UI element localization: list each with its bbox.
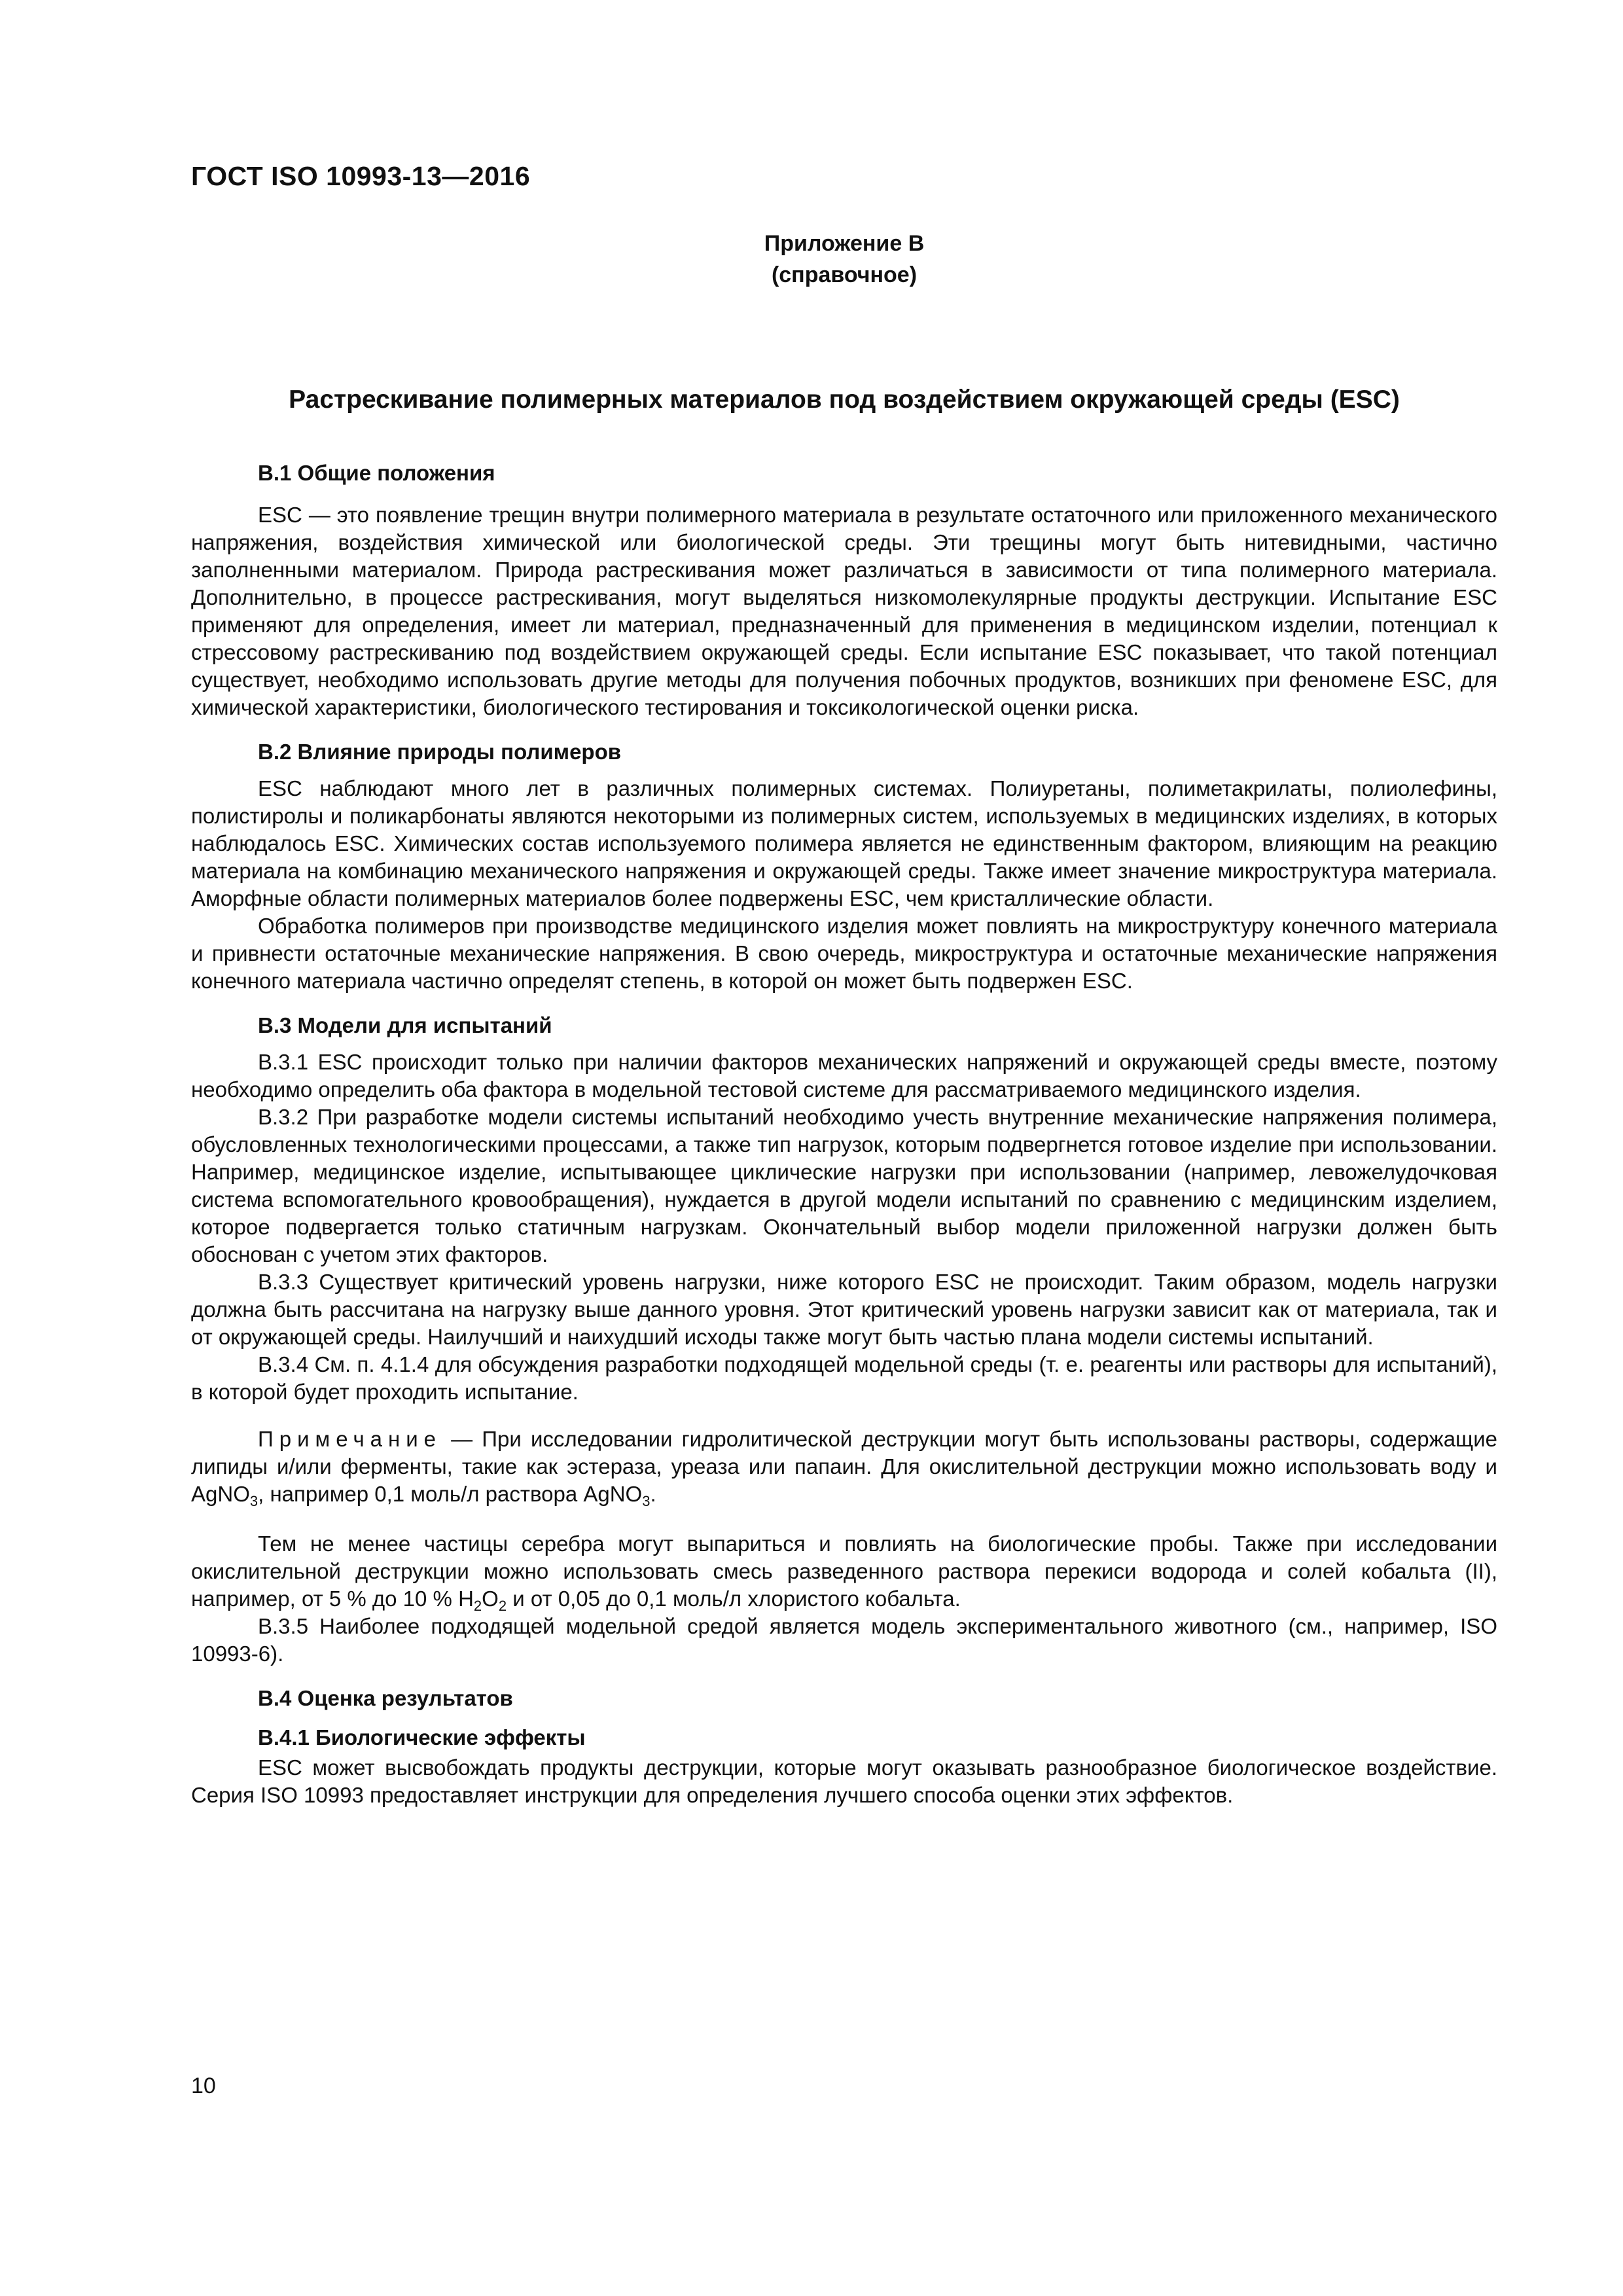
paragraph-b3-3: В.3.3 Существует критический уровень нагрузки, ниже которого ESC не происходит. Таким образом, модель нагрузки должна быть рассчитана на нагрузку выше данного уровня. Этот критический уровень нагрузки зависит как от материала, так и от окружающей среды. Наилучший и наихудший исходы также могут быть частью плана модели системы испытаний.: [191, 1270, 1497, 1349]
section-heading-b4: В.4 Оценка результатов: [258, 1686, 513, 1710]
annex-heading: [191, 228, 1497, 291]
note-text: .: [650, 1482, 656, 1506]
annex-type: (справочное): [771, 262, 918, 287]
subsection-heading-b4-1: В.4.1 Биологические эффекты: [258, 1725, 586, 1749]
section-heading-b1: В.1 Общие положения: [258, 461, 495, 485]
note-text: , например 0,1 моль/л раствора AgNO: [258, 1482, 643, 1506]
paragraph: ESC может высвобождать продукты деструкции, которые могут оказывать разнообразное биологическое воздействие. Серия ISO 10993 предоставляет инструкции для определения лучшего способа оценки этих эффектов.: [191, 1755, 1497, 1807]
subscript: 2: [473, 1598, 482, 1614]
annex-label: Приложение В: [764, 231, 925, 256]
paragraph: Обработка полимеров при производстве медицинского изделия может повлиять на микроструктуру конечного материала и привнести остаточные механические напряжения. В свою очередь, микроструктура и остаточные механические напряжения конечного материала частично определят степень, в которой он может быть подвержен ESC.: [191, 914, 1497, 993]
note-text: — При исследовании гидролитической деструкции могут быть использованы растворы, содержащие липиды и/или ферменты, такие как эстераза, уреаза или папаин. Для окислительной деструкции можно использовать воду и AgNO: [191, 1427, 1497, 1506]
paragraph: ESC наблюдают много лет в различных полимерных системах. Полиуретаны, полиметакрилаты, полиолефины, полистиролы и поликарбонаты являются некоторыми из полимерных систем, используемых в медицинских изделиях, в которых наблюдалось ESC. Химических состав используемого полимера является не единственным фактором, влияющим на реакцию материала на комбинацию механического напряжения и окружающей среды. Также имеет значение микроструктура материала. Аморфные области полимерных материалов более подвержены ESC, чем кристаллические области.: [191, 776, 1497, 910]
paragraph-b3-2: В.3.2 При разработке модели системы испытаний необходимо учесть внутренние механические напряжения полимера, обусловленных технологическими процессами, а также тип нагрузок, которым подвергнется готовое изделие при использовании. Например, медицинское изделие, испытывающее циклические нагрузки при использовании (например, левожелудочковая система вспомогательного кровообращения), нуждается в другой модели испытаний по сравнению с медицинским изделием, которое подвергается только статичным нагрузкам. Окончательный выбор модели приложенной нагрузки должен быть обоснован с учетом этих факторов.: [191, 1105, 1497, 1266]
section-heading-b2: В.2 Влияние природы полимеров: [258, 740, 622, 764]
paragraph-text: Тем не менее частицы серебра могут выпариться и повлиять на биологические пробы. Также при исследовании окислительной деструкции можно использовать смесь разведенного раствора перекиси водорода и солей кобальта (II), например, от 5 % до 10 % H: [191, 1532, 1497, 1611]
paragraph-b3-4: В.3.4 См. п. 4.1.4 для обсуждения разработки подходящей модельной среды (т. е. реагенты или растворы для испытаний), в которой будет проходить испытание.: [191, 1352, 1497, 1404]
document-body: [191, 456, 1497, 1809]
note: [191, 1426, 1497, 1508]
subscript: 3: [642, 1493, 651, 1509]
paragraph-silver: [191, 1530, 1497, 1613]
paragraph-text: O: [482, 1587, 499, 1611]
subscript: 3: [249, 1493, 259, 1509]
paragraph: ESC — это появление трещин внутри полимерного материала в результате остаточного или приложенного механического напряжения, воздействия химической или биологической среды. Эти трещины могут быть нитевидными, частично заполненными материалом. Природа растрескивания может различаться в зависимости от типа полимерного материала. Дополнительно, в процессе растрескивания, могут выделяться низкомолекулярные продукты деструкции. Испытание ESC применяют для определения, имеет ли материал, предназначенный для применения в медицинском изделии, потенциал к стрессовому растрескиванию под воздействием окружающей среды. Если испытание ESC показывает, что такой потенциал существует, необходимо использовать другие методы для получения побочных продуктов, возникших при феномене ESC, для химической характеристики, биологического тестирования и токсикологической оценки риска.: [191, 503, 1497, 719]
annex-title: Растрескивание полимерных материалов под воздействием окружающей среды (ESC): [289, 386, 1400, 414]
paragraph-b3-5: В.3.5 Наиболее подходящей модельной средой является модель экспериментального животного (см., например, ISO 10993-6).: [191, 1614, 1497, 1666]
subscript: 2: [498, 1598, 507, 1614]
note-label: Примечание: [258, 1427, 442, 1451]
paragraph-b3-1: В.3.1 ESC происходит только при наличии факторов механических напряжений и окружающей среды вместе, поэтому необходимо определить оба фактора в модельной тестовой системе для рассматриваемого медицинского изделия.: [191, 1050, 1497, 1102]
paragraph-text: и от 0,05 до 0,1 моль/л хлористого кобальта.: [507, 1587, 961, 1611]
standard-code: ГОСТ ISO 10993-13—2016: [191, 161, 531, 191]
section-heading-b3: В.3 Модели для испытаний: [258, 1013, 552, 1037]
page-number: 10: [191, 2073, 216, 2098]
